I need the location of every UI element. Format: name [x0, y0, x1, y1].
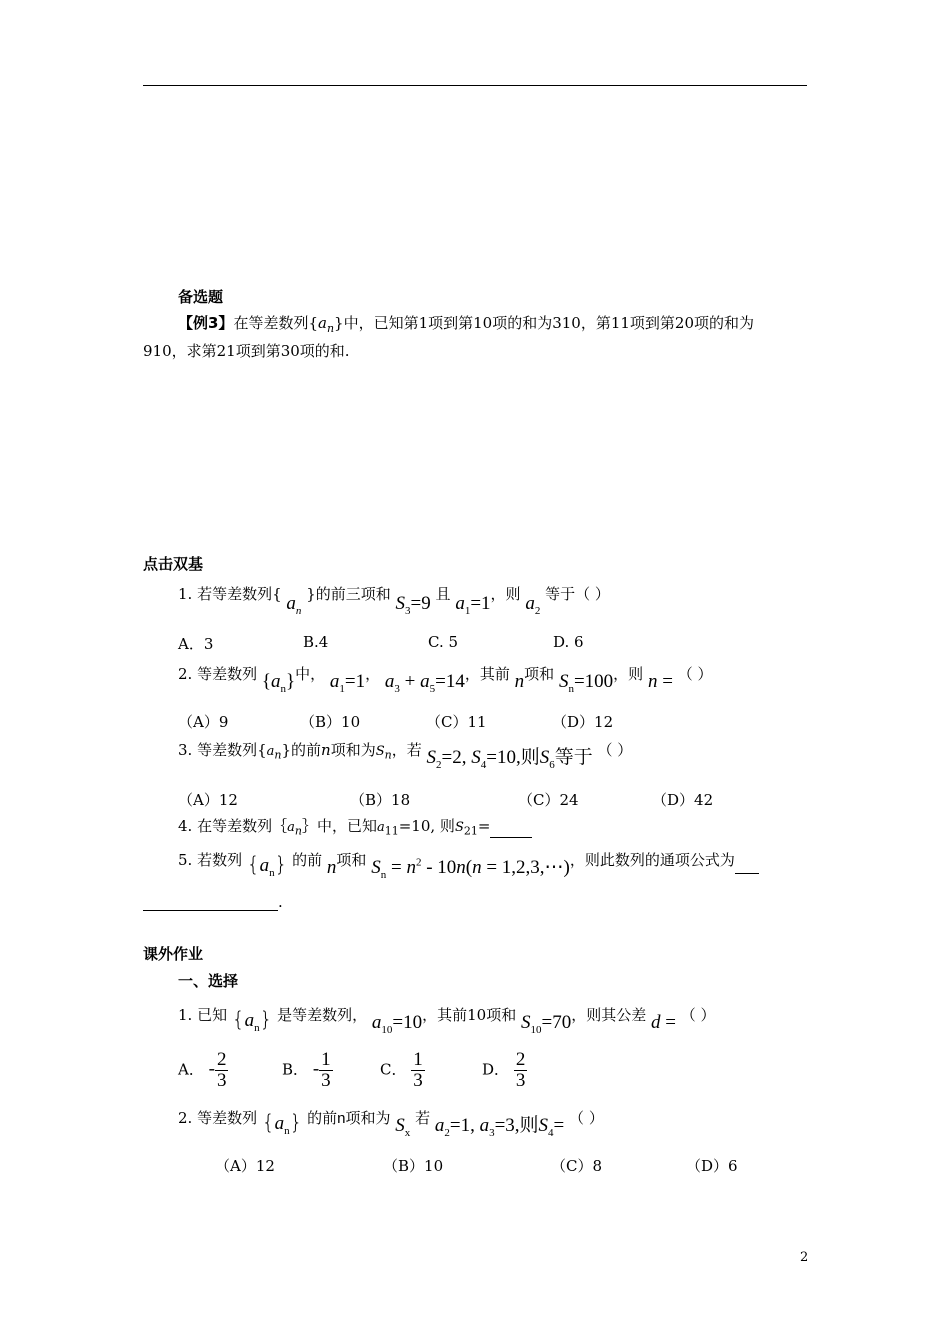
basics-q4: 4. 在等差数列$\{a_n\}$中，已知$a_{11}=10$, 则$S_{21}=$ — [178, 817, 532, 838]
homework-q1-option-c: C． $\frac{1}{3}$ — [380, 1049, 423, 1091]
basics-q2-option-d: （D）12 — [552, 713, 614, 731]
basics-q3: 3. 等差数列$\{a_n\}$的前n项和为$S_n$，若 $S_2=2$, $S_4=10$,则$S_6$等于 （ ） — [178, 741, 633, 771]
header-rule — [143, 85, 807, 86]
homework-q2-option-b: （B）10 — [383, 1157, 444, 1175]
page-number: 2 — [800, 1250, 809, 1265]
answer-blank — [143, 910, 278, 911]
homework-q2-option-a: （A）12 — [215, 1157, 275, 1175]
basics-q2-option-a: （A）9 — [178, 713, 229, 731]
basics-q1: 1. 若等差数列{ $a_n$ }的前三项和 $S_3=9$ 且 $a_1=1$，则 $a_2$ 等于（ ） — [178, 585, 610, 617]
basics-q2: 2. 等差数列 $\{a_n\}$中， $a_1=1$， $a_3 + a_5=14$，其前 n项和 $S_n=100$，则 n = （ ） — [178, 665, 713, 695]
homework-q2-option-c: （C）8 — [551, 1157, 603, 1175]
basics-q3-option-a: （A）12 — [178, 791, 238, 809]
backup-heading: 备选题 — [178, 288, 224, 306]
basics-q3-option-c: （C）24 — [518, 791, 579, 809]
homework-q1-option-d: D． $\frac{2}{3}$ — [482, 1049, 526, 1091]
basics-q3-option-b: （B）18 — [350, 791, 411, 809]
homework-q1-option-a: A． - $\frac{2}{3}$ — [178, 1049, 227, 1091]
basics-q3-option-d: （D）42 — [652, 791, 714, 809]
example-3-line-2: 910，求第21项到第30项的和. — [143, 342, 350, 360]
homework-q1: 1. 已知 $\{a_n\}$ 是等差数列， $a_{10}=10$，其前10项和 $S_{10}=70$，则其公差 d = （ ） — [178, 1006, 716, 1036]
basics-q5: 5. 若数列 $\{a_n\}$ 的前 n项和 $S_n = n^2 - 10n(n$ = 1,2,3,⋯)，则此数列的通项公式为 — [178, 846, 759, 874]
homework-q1-option-b: B． - $\frac{1}{3}$ — [282, 1049, 331, 1091]
homework-heading: 课外作业 — [143, 945, 204, 963]
basics-q2-option-c: （C）11 — [426, 713, 487, 731]
basics-q5-continuation: . — [143, 893, 283, 911]
basics-q1-option-a: A．3 — [178, 635, 214, 653]
answer-blank — [490, 837, 532, 838]
basics-q1-option-d: D. 6 — [553, 633, 584, 651]
basics-q1-option-c: C. 5 — [428, 633, 459, 651]
homework-q2-option-d: （D）6 — [686, 1157, 738, 1175]
basics-heading: 点击双基 — [143, 555, 204, 573]
homework-subheading: 一、选择 — [178, 972, 239, 990]
example-3-line-1: 【例3】在等差数列$\{a_n\}$中，已知第1项到第10项的和为310，第11项到第20项的和为 — [178, 314, 755, 335]
homework-q2: 2. 等差数列 $\{a_n\}$ 的前n项和为 $S_x$ 若 $a_2=1$, $a_3=3$,则$S_4=$ （ ） — [178, 1109, 604, 1139]
basics-q1-option-b: B.4 — [303, 633, 329, 651]
basics-q2-option-b: （B）10 — [300, 713, 361, 731]
